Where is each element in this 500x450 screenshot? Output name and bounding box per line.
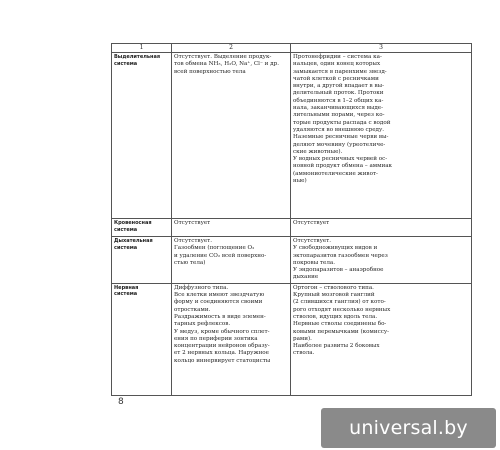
header-col-2: 2 — [172, 44, 291, 53]
watermark-text: universal.by — [349, 417, 468, 439]
text-line: У эндопаразитов – анаэробное — [293, 267, 384, 274]
text-line: покровы тела. — [293, 259, 335, 266]
text-line: всей поверхностью тела — [174, 68, 246, 75]
text-line: Отсутствует. — [293, 238, 332, 244]
description-cell-col3 — [291, 53, 472, 219]
system-name-cell — [112, 283, 172, 395]
text-line: система — [114, 244, 138, 251]
text-line: ные) — [293, 178, 307, 185]
text-line: кольцо иннервирует статоцисты — [174, 357, 271, 364]
text-line: Газообмен (поглощение O₂ — [174, 245, 255, 252]
text-line: Протонефридии – система ка- — [293, 54, 382, 60]
text-line: Нервная — [114, 284, 139, 291]
text-line: торые продукты распада с водой — [293, 119, 391, 126]
text-line: деляют мочевину (уреотеличе- — [293, 141, 386, 148]
text-line: нальцев, один конец которых — [293, 61, 381, 68]
text-line: объединяются в 1–2 общих ка- — [293, 97, 384, 104]
table-header-row — [112, 44, 472, 53]
text-line: концентрации нейронов образу- — [174, 343, 270, 350]
text-line: (2 слившихся ганглия) от кото- — [293, 299, 386, 306]
text-line: У свободноживущих видов и — [293, 245, 378, 252]
header-col-3: 3 — [291, 44, 472, 53]
description-cell-col2 — [172, 53, 291, 219]
text-line: У водных ресничных червей ос- — [293, 156, 388, 163]
table-row — [112, 283, 472, 395]
text-line: система — [114, 60, 138, 67]
text-line: Дыхательная — [114, 238, 153, 244]
description-cell-col3 — [291, 237, 472, 284]
text-line: У медуз, кроме обычного сплет- — [174, 328, 270, 335]
text-line: отростками. — [174, 306, 211, 313]
text-line: тов обмена NH₃, H₂O, Na⁺, Cl⁻ и др. — [174, 61, 279, 68]
text-line: стью тела) — [174, 259, 206, 266]
text-line: система — [114, 291, 138, 298]
system-name-cell — [112, 53, 172, 219]
description-cell-col2 — [172, 283, 291, 395]
watermark-badge — [321, 408, 496, 448]
text-line: делительный проток. Протоки — [293, 90, 384, 97]
text-line: и удаление CO₂ всей поверхно- — [174, 252, 267, 259]
text-line: ствола. — [293, 350, 315, 357]
text-line: Кровеносная — [114, 220, 152, 226]
description-cell-col3 — [291, 219, 472, 237]
text-line: система — [114, 226, 138, 233]
system-name-cell — [112, 219, 172, 237]
text-line: замыкается в паренхиме звезд- — [293, 68, 387, 75]
text-line: Отсутствует — [174, 220, 211, 226]
header-col-1: 1 — [112, 44, 172, 53]
text-line: ет 2 нервных кольца. Наружное — [174, 350, 269, 357]
text-line: Нервные стволы соединены бо- — [293, 321, 387, 328]
table-row — [112, 53, 472, 219]
text-line: Крупный мозговой ганглий — [293, 292, 375, 299]
page-number: 8 — [118, 397, 124, 407]
comparison-table — [111, 43, 472, 396]
text-line: новной продукт обмена – аммиак — [293, 163, 393, 170]
description-cell-col2 — [172, 237, 291, 284]
text-line: Диффузного типа. — [174, 284, 229, 291]
table-row — [112, 219, 472, 237]
system-name-cell — [112, 237, 172, 284]
text-line: дыхание — [293, 274, 319, 281]
text-line: Отсутствует — [293, 220, 330, 226]
description-cell-col3 — [291, 283, 472, 395]
text-line: ковыми перемычками (комиссу- — [293, 328, 390, 335]
text-line: эктопаразитов газообмен через — [293, 252, 388, 259]
table-body — [112, 53, 472, 396]
text-line: внутри, а другой впадает в вы- — [293, 83, 384, 90]
text-line: нала, заканчивающихся выде- — [293, 105, 384, 112]
text-line: Выделительная — [114, 54, 161, 60]
text-line: рами). — [293, 335, 312, 342]
text-line: удаляются во внешнюю среду. — [293, 126, 385, 133]
text-line: рого отходят несколько нервных — [293, 306, 391, 313]
text-line: Наземные ресничные черви вы- — [293, 134, 389, 141]
text-line: Отсутствует. — [174, 238, 213, 244]
text-line: Все клетки имеют звездчатую — [174, 292, 265, 299]
text-line: Отсутствует. Выделение продук- — [174, 54, 272, 60]
text-line: (аммониотелические живот- — [293, 170, 378, 177]
table-row — [112, 237, 472, 284]
text-line: Раздражимость в виде элемен- — [174, 313, 266, 320]
text-line: тарных рефлексов. — [174, 321, 231, 328]
text-line: лительными порами, через ко- — [293, 112, 385, 119]
text-line: ения по периферии зонтика — [174, 335, 258, 342]
text-line: Наиболее развиты 2 боковых — [293, 343, 380, 350]
description-cell-col2 — [172, 219, 291, 237]
text-line: чатой клеткой с ресничками — [293, 75, 379, 82]
text-line: стволов, идущих вдоль тела. — [293, 313, 378, 320]
text-line: Ортогон – стволового типа. — [293, 284, 374, 291]
text-line: ские животные). — [293, 148, 343, 155]
text-line: форму и соединяются своими — [174, 299, 263, 306]
